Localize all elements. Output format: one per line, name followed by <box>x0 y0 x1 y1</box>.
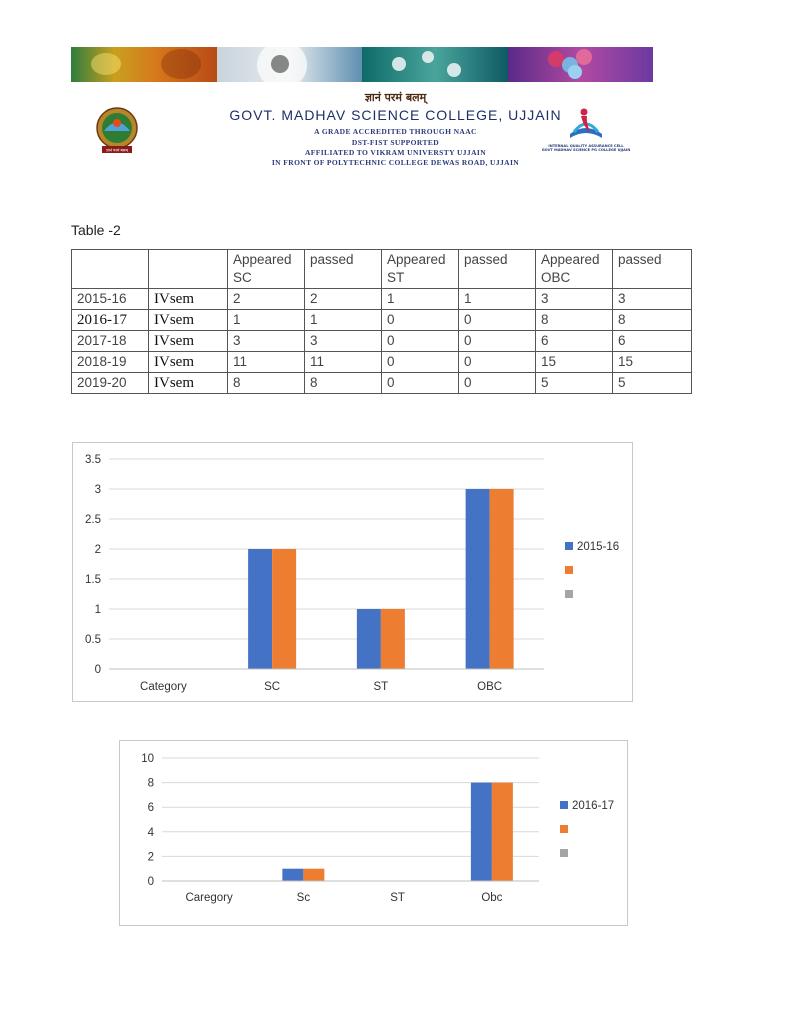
x-category-label: Sc <box>296 892 311 904</box>
cell-year: 2018-19 <box>72 352 149 373</box>
x-category-label: OBC <box>477 681 503 693</box>
cell-year: 2017-18 <box>72 331 149 352</box>
cell-appeared-sc: 1 <box>228 310 305 331</box>
cell-passed-obc: 6 <box>613 331 692 352</box>
legend-swatch <box>560 849 568 857</box>
y-tick-label: 1.5 <box>85 574 101 586</box>
cell-semester: IVsem <box>149 310 228 331</box>
y-tick-label: 2.5 <box>85 514 101 526</box>
legend-swatch <box>565 590 573 598</box>
banner-image-robot <box>217 47 363 82</box>
cell-appeared-st: 1 <box>382 289 459 310</box>
y-tick-label: 0 <box>94 664 101 676</box>
chart-2015-16 <box>72 442 633 702</box>
legend-swatch <box>560 801 568 809</box>
chart-2016-17 <box>119 740 628 926</box>
cell-appeared-obc: 15 <box>536 352 613 373</box>
table-row <box>72 289 692 310</box>
cell-appeared-st: 0 <box>382 310 459 331</box>
header-passed-st: passed <box>459 250 536 289</box>
iqac-logo <box>540 104 632 156</box>
affiliation-line: AFFILIATED TO VIKRAM UNIVERSTY UJJAIN <box>304 148 487 157</box>
college-motto: ज्ञानं परमं बलम् <box>364 91 427 104</box>
y-tick-label: 4 <box>147 826 154 839</box>
bar <box>282 869 303 881</box>
bar <box>490 489 514 669</box>
cell-appeared-sc: 8 <box>228 373 305 394</box>
address-line: IN FRONT OF POLYTECHNIC COLLEGE DEWAS ROAD, UJJAIN <box>271 158 520 167</box>
cell-semester: IVsem <box>149 352 228 373</box>
bar <box>492 783 513 881</box>
table-row <box>72 331 692 352</box>
bar <box>381 609 405 669</box>
cell-passed-sc: 1 <box>305 310 382 331</box>
college-logo <box>92 106 142 156</box>
banner-image-atoms <box>508 47 654 82</box>
cell-appeared-obc: 3 <box>536 289 613 310</box>
cell-semester: IVsem <box>149 331 228 352</box>
header-cell-semester <box>149 250 228 289</box>
chart-2015-16-svg <box>73 443 632 701</box>
accreditation-line: A GRADE ACCREDITED THROUGH NAAC <box>314 127 477 136</box>
cell-passed-st: 0 <box>459 352 536 373</box>
cell-passed-st: 0 <box>459 331 536 352</box>
y-tick-label: 3 <box>94 484 101 496</box>
header-appeared-obc: Appeared OBC <box>536 250 613 289</box>
college-name: GOVT. MADHAV SCIENCE COLLEGE, UJJAIN <box>229 107 562 123</box>
cell-appeared-obc: 5 <box>536 373 613 394</box>
table-header-row <box>72 250 692 289</box>
bar <box>248 549 272 669</box>
cell-passed-obc: 8 <box>613 310 692 331</box>
y-tick-label: 2 <box>147 851 154 864</box>
legend-label: 2015-16 <box>577 541 620 553</box>
header-passed-obc: passed <box>613 250 692 289</box>
cell-appeared-obc: 8 <box>536 310 613 331</box>
cell-appeared-sc: 2 <box>228 289 305 310</box>
x-category-label: Obc <box>481 892 503 904</box>
cell-year: 2016-17 <box>72 310 149 331</box>
y-tick-label: 1 <box>94 604 101 616</box>
cell-passed-sc: 11 <box>305 352 382 373</box>
iqac-caption-title: INTERNAL QUALITY ASSURANCE CELL <box>548 144 624 148</box>
x-category-label: ST <box>373 681 389 693</box>
cell-semester: IVsem <box>149 373 228 394</box>
header-appeared-sc: Appeared SC <box>228 250 305 289</box>
x-category-label: SC <box>264 681 281 693</box>
cell-passed-sc: 2 <box>305 289 382 310</box>
y-tick-label: 10 <box>141 753 154 765</box>
y-tick-label: 8 <box>147 777 154 790</box>
cell-appeared-st: 0 <box>382 352 459 373</box>
header-appeared-st: Appeared ST <box>382 250 459 289</box>
y-tick-label: 0 <box>147 876 154 888</box>
bar <box>357 609 381 669</box>
y-tick-label: 0.5 <box>85 634 101 646</box>
y-tick-label: 3.5 <box>85 454 101 466</box>
iqac-caption-college: GOVT MADHAV SCIENCE PG COLLEGE UJJAIN <box>541 148 631 153</box>
cell-passed-sc: 3 <box>305 331 382 352</box>
header-banner <box>71 47 653 82</box>
x-category-label: Caregory <box>185 892 233 904</box>
cell-passed-obc: 5 <box>613 373 692 394</box>
x-category-label: ST <box>390 892 405 904</box>
banner-image-molecules <box>362 47 508 82</box>
header-passed-sc: passed <box>305 250 382 289</box>
college-logo-caption: ज्ञानं परमं बलम् <box>106 147 128 153</box>
cell-appeared-st: 0 <box>382 373 459 394</box>
table-row <box>72 310 692 331</box>
cell-passed-st: 0 <box>459 310 536 331</box>
cell-passed-obc: 15 <box>613 352 692 373</box>
support-line: DST-FIST SUPPORTED <box>351 138 440 147</box>
banner-image-physics <box>71 47 217 82</box>
chart-2016-17-svg <box>120 741 627 925</box>
cell-appeared-sc: 3 <box>228 331 305 352</box>
legend-swatch <box>565 542 573 550</box>
legend-swatch <box>565 566 573 574</box>
cell-year: 2015-16 <box>72 289 149 310</box>
header-cell-year <box>72 250 149 289</box>
bar <box>471 783 492 881</box>
legend-swatch <box>560 825 568 833</box>
table-row <box>72 352 692 373</box>
cell-semester: IVsem <box>149 289 228 310</box>
results-table <box>71 249 692 394</box>
cell-appeared-st: 0 <box>382 331 459 352</box>
y-tick-label: 6 <box>147 802 154 815</box>
legend-label: 2016-17 <box>572 800 615 812</box>
cell-year: 2019-20 <box>72 373 149 394</box>
cell-passed-st: 0 <box>459 373 536 394</box>
bar <box>272 549 296 669</box>
x-category-label: Category <box>140 681 187 693</box>
table-row <box>72 373 692 394</box>
cell-appeared-sc: 11 <box>228 352 305 373</box>
table-caption: Table -2 <box>71 222 121 238</box>
cell-passed-st: 1 <box>459 289 536 310</box>
bar <box>466 489 490 669</box>
y-tick-label: 2 <box>94 544 101 556</box>
cell-passed-obc: 3 <box>613 289 692 310</box>
cell-passed-sc: 8 <box>305 373 382 394</box>
cell-appeared-obc: 6 <box>536 331 613 352</box>
bar <box>303 869 324 881</box>
